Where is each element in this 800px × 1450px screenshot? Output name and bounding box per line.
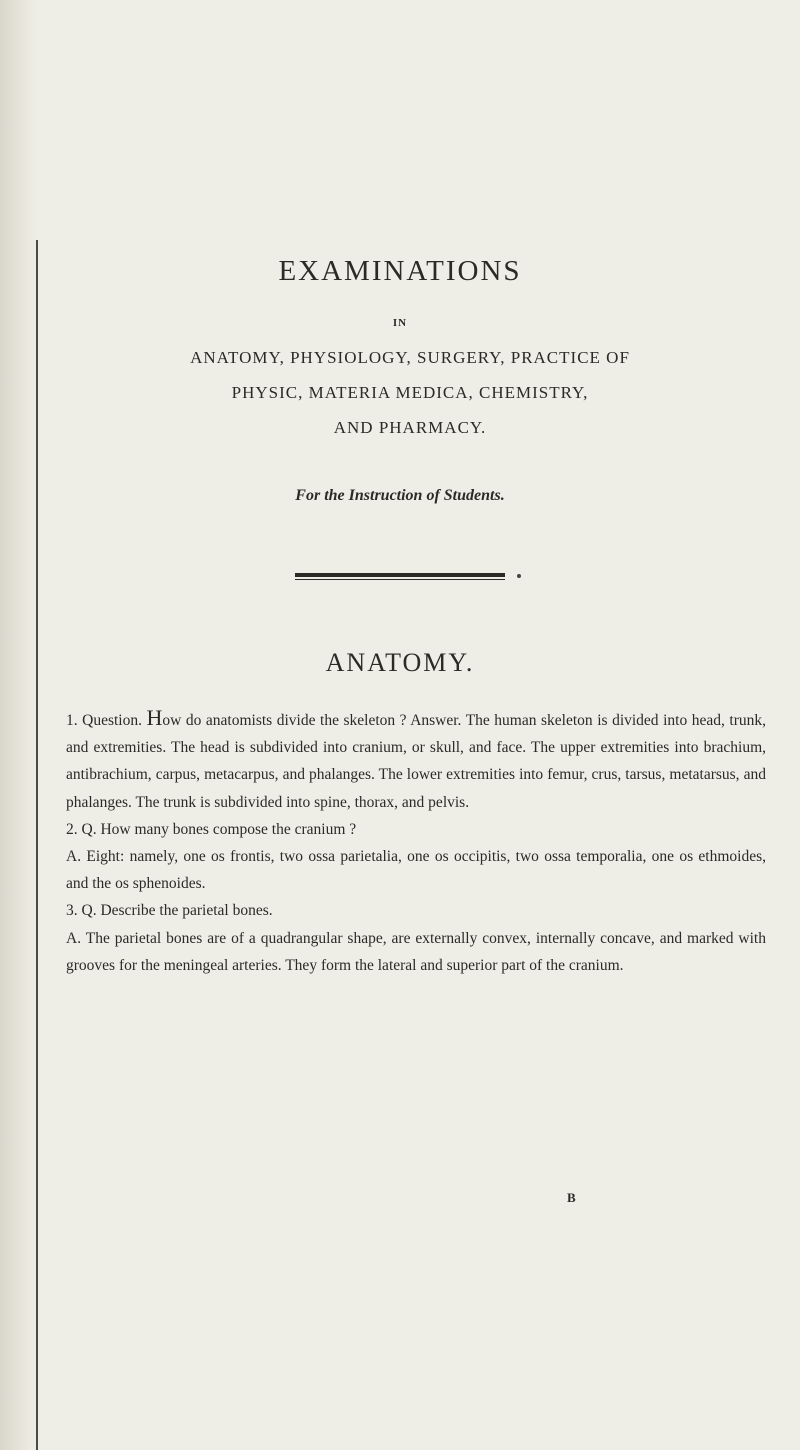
question-text: Describe the parietal bones.: [100, 902, 273, 920]
qa-item-2: [66, 816, 766, 843]
qa-item-3: [66, 897, 766, 924]
drop-capital: H: [146, 705, 163, 730]
answer-label: A.: [66, 929, 82, 947]
page-edge: [0, 0, 38, 1450]
subjects-line-1: ANATOMY, PHYSIOLOGY, SURGERY, PRACTICE OF: [190, 348, 630, 367]
question-number: 3. Q.: [66, 902, 97, 920]
page-title: EXAMINATIONS: [278, 255, 522, 287]
subjects-list: [60, 340, 760, 445]
qa-answer-2: [66, 843, 766, 897]
question-text: How many bones compose the cranium ?: [100, 820, 357, 838]
answer-text: Eight: namely, one os frontis, two ossa parietalia, one os occipitis, two ossa temporalia, one os ethmoides, and the os sphenoides.: [66, 848, 766, 893]
question-number: 2. Q.: [66, 820, 97, 838]
answer-text: The human skeleton is divided into head, trunk, and extremities. The head is subdivided into cranium, or skull, and face. The upper extremities into brachium, antibrachium, carpus, metacarpus, and phalanges. The lower extremities into femur, crus, tarsus, metatarsus, and phalanges. The trunk is subdivided into spine, thorax, and pelvis.: [66, 712, 766, 811]
qa-item-1: [66, 704, 766, 816]
answer-label: A.: [66, 848, 82, 866]
signature-mark: B: [567, 1190, 576, 1205]
qa-answer-3: [66, 925, 766, 979]
answer-text: The parietal bones are of a quadrangular shape, are externally convex, internally concave, and marked with grooves for the meningeal arteries. They form the lateral and superior part of the cranium.: [66, 929, 766, 974]
dedication: For the Instruction of Students.: [295, 487, 505, 504]
title-connector: IN: [392, 317, 408, 329]
qa-body: [66, 704, 766, 979]
answer-label: Answer.: [410, 712, 462, 729]
divider-thin: [295, 579, 505, 580]
question-text: ow do anatomists divide the skeleton ?: [162, 712, 407, 729]
divider-thick: [295, 573, 505, 577]
page-fold-line: [36, 240, 38, 1450]
divider-rule: [295, 573, 505, 582]
divider-dot: [517, 574, 521, 578]
subjects-line-3: AND PHARMACY.: [333, 418, 487, 437]
question-number: 1. Question.: [66, 712, 142, 729]
section-heading: ANATOMY.: [325, 648, 475, 677]
subjects-line-2: PHYSIC, MATERIA MEDICA, CHEMISTRY,: [231, 383, 589, 402]
